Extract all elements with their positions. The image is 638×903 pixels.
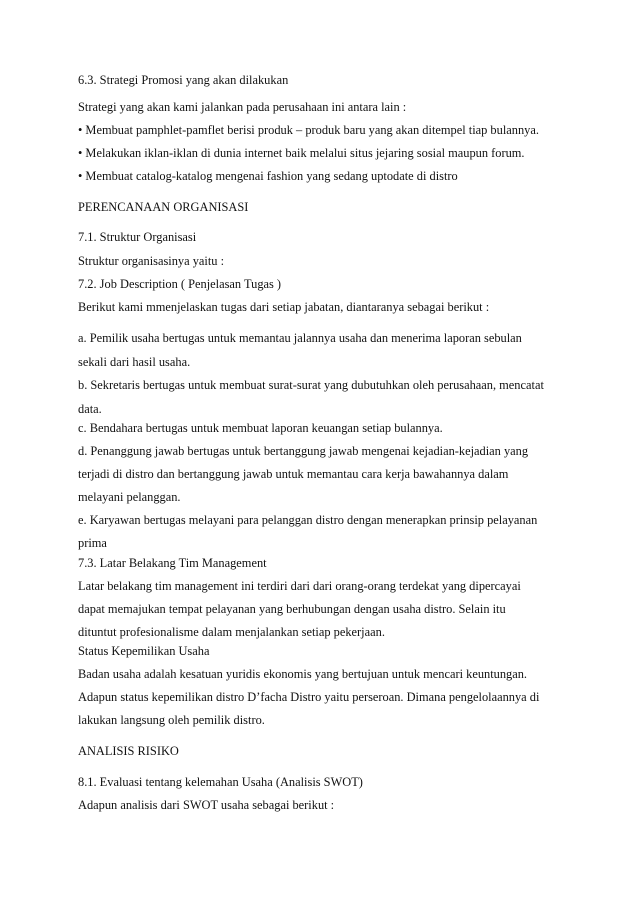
- bullet-item: • Melakukan iklan-iklan di dunia internet baik melalui situs jejaring sosial maupun forum.: [78, 146, 525, 160]
- list-item-line: data.: [78, 402, 102, 416]
- list-item-line: e. Karyawan bertugas melayani para pelanggan distro dengan menerapkan prinsip pelayanan: [78, 513, 538, 527]
- chapter-heading-perencanaan-organisasi: PERENCANAAN ORGANISASI: [78, 200, 249, 214]
- section-heading-8-1: 8.1. Evaluasi tentang kelemahan Usaha (Analisis SWOT): [78, 775, 363, 789]
- paragraph-line: Adapun analisis dari SWOT usaha sebagai berikut :: [78, 798, 335, 812]
- bullet-item: • Membuat catalog-katalog mengenai fashion yang sedang uptodate di distro: [78, 169, 458, 183]
- list-item-line: prima: [78, 536, 107, 550]
- section-heading-7-3: 7.3. Latar Belakang Tim Management: [78, 556, 267, 570]
- list-item-line: a. Pemilik usaha bertugas untuk memantau jalannya usaha dan menerima laporan sebulan: [78, 331, 522, 345]
- paragraph-line: Adapun status kepemilikan distro D’facha Distro yaitu perseroan. Dimana pengelolaannya di: [78, 690, 540, 704]
- list-item-line: terjadi di distro dan bertanggung jawab untuk memantau cara kerja bawahannya dalam: [78, 467, 509, 481]
- paragraph-line: Berikut kami mmenjelaskan tugas dari setiap jabatan, diantaranya sebagai berikut :: [78, 300, 490, 314]
- section-heading-6-3: 6.3. Strategi Promosi yang akan dilakukan: [78, 73, 289, 87]
- paragraph-line: Struktur organisasinya yaitu :: [78, 254, 225, 268]
- list-item-line: sekali dari hasil usaha.: [78, 355, 191, 369]
- section-heading-7-1: 7.1. Struktur Organisasi: [78, 230, 197, 244]
- list-item-line: melayani pelanggan.: [78, 490, 181, 504]
- list-item-line: d. Penanggung jawab bertugas untuk bertanggung jawab mengenai kejadian-kejadian yang: [78, 444, 529, 458]
- paragraph-line: lakukan langsung oleh pemilik distro.: [78, 713, 265, 727]
- section-heading-7-2: 7.2. Job Description ( Penjelasan Tugas ): [78, 277, 282, 291]
- paragraph-line: Badan usaha adalah kesatuan yuridis ekonomis yang bertujuan untuk mencari keuntungan.: [78, 667, 528, 681]
- paragraph-line: Strategi yang akan kami jalankan pada perusahaan ini antara lain :: [78, 100, 407, 114]
- paragraph-line: dituntut profesionalisme dalam menjalankan setiap pekerjaan.: [78, 625, 385, 639]
- chapter-heading-analisis-risiko: ANALISIS RISIKO: [78, 744, 179, 758]
- list-item-line: b. Sekretaris bertugas untuk membuat surat-surat yang dubutuhkan oleh perusahaan, mencatat: [78, 378, 544, 392]
- paragraph-line: dapat memajukan tempat pelayanan yang berhubungan dengan usaha distro. Selain itu: [78, 602, 506, 616]
- subheading-status-kepemilikan: Status Kepemilikan Usaha: [78, 644, 210, 658]
- list-item-line: c. Bendahara bertugas untuk membuat laporan keuangan setiap bulannya.: [78, 421, 443, 435]
- bullet-item: • Membuat pamphlet-pamflet berisi produk – produk baru yang akan ditempel tiap bulannya.: [78, 123, 539, 137]
- paragraph-line: Latar belakang tim management ini terdiri dari dari orang-orang terdekat yang dipercayai: [78, 579, 521, 593]
